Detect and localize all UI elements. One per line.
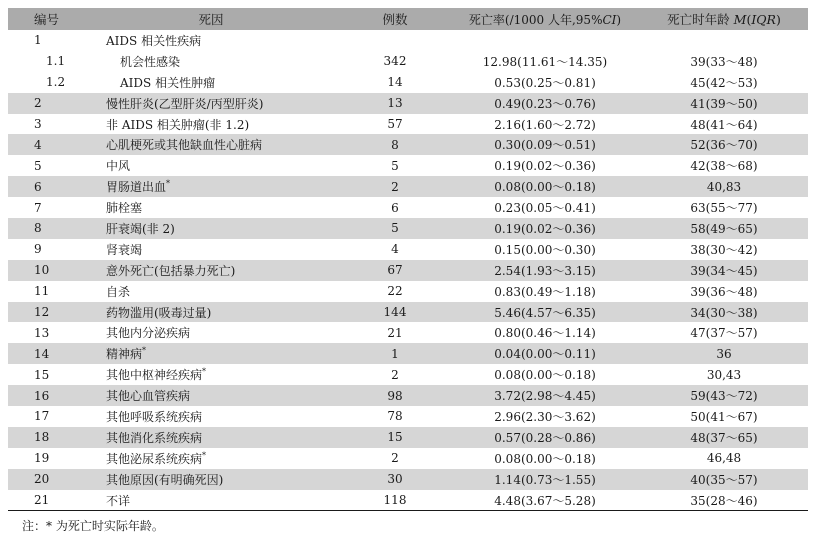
cell-cause-text: 心肌梗死或其他缺血性心脏病 (106, 138, 263, 153)
cell-age: 45(42～53) (690, 75, 758, 90)
table-row (8, 239, 808, 260)
cell-cause-text: 药物滥用(吸毒过量) (106, 305, 212, 320)
cell-cause-text: 精神病 (106, 347, 143, 362)
cell-cause-text: AIDS 相关性肿瘤 (120, 75, 216, 90)
cell-age: 42(38～68) (690, 159, 758, 174)
cell-cause (82, 74, 340, 91)
cell-count: 118 (383, 493, 407, 508)
table-footnote: 注：* 为死亡时实际年龄。 (22, 519, 164, 533)
header-age-m: M (733, 12, 747, 27)
cell-count: 14 (387, 75, 403, 90)
table-body (8, 30, 808, 511)
cell-cause (82, 262, 340, 279)
cell-cause (82, 199, 340, 216)
cell-rate: 2.96(2.30～3.62) (494, 409, 596, 424)
cell-cause-text: 肝衰竭(非 2) (106, 221, 175, 236)
cell-rate: 5.46(4.57～6.35) (494, 305, 596, 320)
cell-num: 1.2 (46, 75, 66, 90)
cell-rate: 0.19(0.02～0.36) (494, 221, 596, 236)
header-age-paren-open: ( (746, 12, 752, 27)
table-row (8, 155, 808, 176)
table-row (8, 343, 808, 364)
table-row (8, 30, 808, 51)
table-row (8, 322, 808, 343)
cell-num: 1 (34, 33, 42, 48)
cell-count: 5 (391, 221, 399, 236)
cell-cause-text: 机会性感染 (120, 54, 181, 69)
header-rate-suffix: ) (616, 12, 622, 27)
cell-age: 40(35～57) (690, 472, 758, 487)
cell-num: 9 (34, 242, 42, 257)
cell-cause (82, 304, 340, 321)
cell-rate: 0.53(0.25～0.81) (494, 75, 596, 90)
table-row (8, 218, 808, 239)
cell-rate: 1.14(0.73～1.55) (494, 472, 596, 487)
cell-rate: 2.54(1.93～3.15) (494, 263, 596, 278)
cell-age: 48(37～65) (690, 430, 758, 445)
cell-num: 11 (34, 284, 50, 299)
table-row (8, 448, 808, 469)
table-row (8, 114, 808, 135)
cell-age: 48(41～64) (690, 117, 758, 132)
cell-cause-text: 不详 (106, 493, 131, 508)
table-row (8, 281, 808, 302)
table-row (8, 364, 808, 385)
cell-cause (82, 429, 340, 446)
cell-cause (82, 450, 340, 467)
cell-rate: 0.23(0.05～0.41) (494, 201, 596, 216)
cell-count: 67 (387, 263, 403, 278)
table-row (8, 406, 808, 427)
header-cause: 死因 (198, 12, 224, 27)
cell-cause (82, 387, 340, 404)
cell-count: 30 (387, 472, 403, 487)
cell-cause (82, 408, 340, 425)
cell-num: 14 (34, 346, 50, 361)
cell-num: 5 (34, 158, 42, 173)
cell-cause-text: 其他泌尿系统疾病 (106, 451, 203, 466)
cell-count: 78 (387, 409, 403, 424)
table-row (8, 197, 808, 218)
table-row (8, 176, 808, 197)
cell-cause-text: 肾衰竭 (106, 242, 143, 257)
cell-rate: 0.04(0.00～0.11) (494, 347, 596, 362)
table-row (8, 427, 808, 448)
cell-num: 10 (34, 263, 50, 278)
cell-age: 38(30～42) (690, 242, 758, 257)
cell-count: 2 (391, 179, 399, 194)
footnote-star: * (202, 367, 207, 377)
cell-age: 46,48 (706, 451, 742, 466)
table-row (8, 490, 808, 512)
cell-num: 7 (34, 200, 42, 215)
cell-rate: 4.48(3.67～5.28) (494, 493, 596, 508)
cell-age: 50(41～67) (690, 409, 758, 424)
cell-count: 2 (391, 451, 399, 466)
cell-age: 34(30～38) (690, 305, 758, 320)
cell-cause (82, 95, 340, 112)
cell-count: 8 (391, 137, 399, 152)
cell-count: 98 (387, 388, 403, 403)
cell-cause-text: 中风 (106, 159, 131, 174)
cell-cause (82, 116, 340, 133)
cell-rate: 0.19(0.02～0.36) (494, 159, 596, 174)
header-rate-ci: CI (602, 12, 617, 27)
cell-count: 22 (387, 284, 403, 299)
cell-cause-text: 胃肠道出血 (106, 180, 167, 195)
cell-rate: 2.16(1.60～2.72) (494, 117, 596, 132)
cell-rate: 12.98(11.61～14.35) (482, 54, 608, 69)
cell-cause-text: 其他呼吸系统疾病 (106, 409, 203, 424)
cell-cause-text: 非 AIDS 相关肿瘤(非 1.2) (106, 117, 250, 132)
cell-num: 16 (34, 388, 50, 403)
table-row (8, 385, 808, 406)
cell-cause-text: 肺栓塞 (106, 201, 143, 216)
cell-age: 63(55～77) (690, 201, 758, 216)
cell-cause (82, 345, 340, 362)
cell-cause-text: 其他消化系统疾病 (106, 430, 203, 445)
table-row (8, 93, 808, 114)
cell-count: 13 (387, 96, 403, 111)
cell-rate: 0.08(0.00～0.18) (494, 451, 596, 466)
cell-num: 19 (34, 451, 50, 466)
cell-age: 59(43～72) (690, 389, 758, 404)
mortality-table (8, 8, 808, 511)
cell-num: 3 (34, 117, 42, 131)
cell-count: 1 (391, 346, 399, 361)
cell-cause-text: 意外死亡(包括暴力死亡) (106, 263, 236, 278)
header-age (640, 10, 808, 28)
table-row (8, 134, 808, 155)
table-row (8, 260, 808, 281)
cell-age: 47(37～57) (690, 326, 758, 341)
cell-cause (82, 220, 340, 237)
cell-rate: 0.08(0.00～0.18) (494, 368, 596, 383)
cell-count: 144 (383, 305, 407, 320)
cell-count: 2 (391, 367, 399, 382)
cell-cause (82, 492, 340, 509)
cell-cause-text: 其他原因(有明确死因) (106, 472, 224, 487)
cell-age: 40,83 (706, 179, 742, 194)
header-age-prefix: 死亡时年龄 (667, 12, 734, 27)
cell-cause (82, 324, 340, 341)
cell-rate: 0.15(0.00～0.30) (494, 242, 596, 257)
header-num: 编号 (34, 12, 60, 27)
footnote-star: * (142, 346, 147, 356)
cell-num: 20 (34, 472, 50, 487)
cell-age: 58(49～65) (690, 221, 758, 236)
header-age-paren-close: ) (775, 12, 781, 27)
cell-num: 21 (34, 493, 50, 508)
cell-rate: 0.83(0.49～1.18) (494, 284, 596, 299)
cell-cause (82, 178, 340, 195)
cell-age: 36 (716, 346, 732, 361)
cell-cause-text: 其他中枢神经疾病 (106, 368, 203, 383)
cell-num: 2 (34, 96, 42, 111)
cell-rate: 3.72(2.98～4.45) (494, 389, 596, 404)
cell-age: 30,43 (706, 367, 742, 382)
cell-cause (82, 157, 340, 174)
table-row (8, 302, 808, 323)
cell-count: 21 (387, 325, 403, 340)
cell-rate: 0.30(0.09～0.51) (494, 138, 596, 153)
table-header (8, 8, 808, 30)
header-age-iqr: IQR (751, 12, 776, 27)
cell-cause-text: AIDS 相关性疾病 (106, 33, 202, 48)
cell-cause-text: 慢性肝炎(乙型肝炎/丙型肝炎) (106, 96, 264, 111)
cell-count: 4 (391, 242, 399, 257)
footnote-star: * (202, 450, 207, 460)
header-count: 例数 (382, 12, 408, 27)
cell-age: 39(36～48) (690, 284, 758, 299)
cell-cause (82, 32, 340, 49)
table-row (8, 51, 808, 72)
cell-age: 39(34～45) (690, 263, 758, 278)
cell-count: 342 (383, 54, 407, 69)
cell-num: 15 (34, 367, 50, 382)
cell-count: 5 (391, 158, 399, 173)
cell-count: 15 (387, 430, 403, 445)
cell-num: 8 (34, 221, 42, 236)
cell-cause (82, 136, 340, 153)
footnote-star: * (166, 179, 171, 189)
cell-cause-text: 其他内分泌疾病 (106, 326, 191, 341)
cell-age: 41(39～50) (690, 96, 758, 111)
table-row (8, 469, 808, 490)
cell-num: 13 (34, 325, 50, 340)
cell-rate: 0.08(0.00～0.18) (494, 180, 596, 195)
cell-num: 1.1 (46, 54, 66, 69)
cell-num: 6 (34, 179, 42, 194)
cell-cause (82, 283, 340, 300)
cell-num: 18 (34, 430, 50, 445)
cell-age: 52(36～70) (690, 138, 758, 153)
cell-rate: 0.80(0.46～1.14) (494, 326, 596, 341)
cell-count: 57 (387, 117, 403, 131)
cell-count: 6 (391, 200, 399, 215)
cell-cause (82, 366, 340, 383)
table-row (8, 72, 808, 93)
cell-num: 17 (34, 409, 50, 424)
cell-num: 12 (34, 305, 50, 320)
cell-age: 35(28～46) (690, 493, 758, 508)
cell-age: 39(33～48) (690, 54, 758, 69)
cell-num: 4 (34, 137, 42, 152)
cell-cause (82, 471, 340, 488)
cell-rate: 0.57(0.28～0.86) (494, 430, 596, 445)
cell-rate: 0.49(0.23～0.76) (494, 96, 596, 111)
cell-cause (82, 241, 340, 258)
cell-cause-text: 其他心血管疾病 (106, 389, 191, 404)
header-rate-prefix: 死亡率(/1000 人年,95% (468, 12, 603, 27)
cell-cause (82, 53, 340, 70)
cell-cause-text: 自杀 (106, 284, 131, 299)
header-rate (450, 11, 640, 28)
